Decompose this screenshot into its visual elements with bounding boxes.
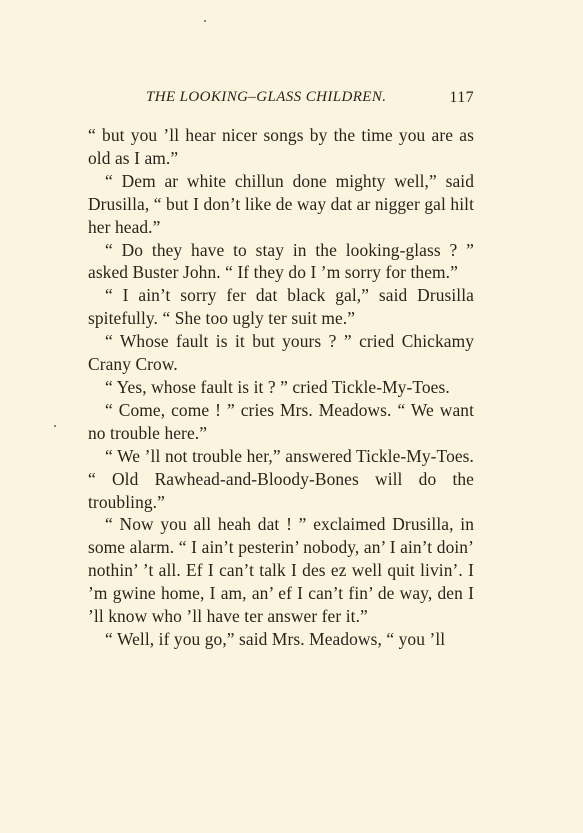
paragraph: “ I ain’t sorry fer dat black gal,” said Drusilla spitefully. “ She too ugly ter suit me.” bbox=[88, 285, 474, 329]
ink-speck bbox=[54, 425, 56, 427]
ink-speck bbox=[204, 20, 206, 22]
body-text bbox=[88, 124, 474, 651]
paragraph: “ Whose fault is it but yours ? ” cried Chickamy Crany Crow. bbox=[88, 331, 474, 375]
paragraph: “ Yes, whose fault is it ? ” cried Tickle-My-Toes. bbox=[105, 376, 450, 397]
paragraph: “ Well, if you go,” said Mrs. Meadows, “ you ’ll bbox=[105, 628, 446, 649]
running-title: THE LOOKING–GLASS CHILDREN. bbox=[146, 89, 387, 105]
page-number: 117 bbox=[449, 89, 474, 106]
paragraph: “ Now you all heah dat ! ” exclaimed Drusilla, in some alarm. “ I ain’t pesterin’ nobody, an’ I ain’t doin’ nothin’ ’t all. Ef I can’t talk I des ez well quit livin’. I ’m gwine home, I am, an’ ef I can’t fin’ de way, den I ’ll know who ’ll have ter answer fer it.” bbox=[88, 514, 474, 627]
paragraph: “ Do they have to stay in the looking-glass ? ” asked Buster John. “ If they do I ’m sorry for them.” bbox=[88, 239, 474, 283]
paragraph: “ We ’ll not trouble her,” answered Tickle-My-Toes. “ Old Rawhead-and-Bloody-Bones will do the troubling.” bbox=[88, 445, 474, 512]
paragraph: “ Come, come ! ” cries Mrs. Meadows. “ We want no trouble here.” bbox=[88, 399, 474, 443]
paragraph: “ Dem ar white chillun done mighty well,” said Drusilla, “ but I don’t like de way dat ar nigger gal hilt her head.” bbox=[88, 170, 474, 237]
paragraph: “ but you ’ll hear nicer songs by the time you are as old as I am.” bbox=[88, 125, 474, 168]
